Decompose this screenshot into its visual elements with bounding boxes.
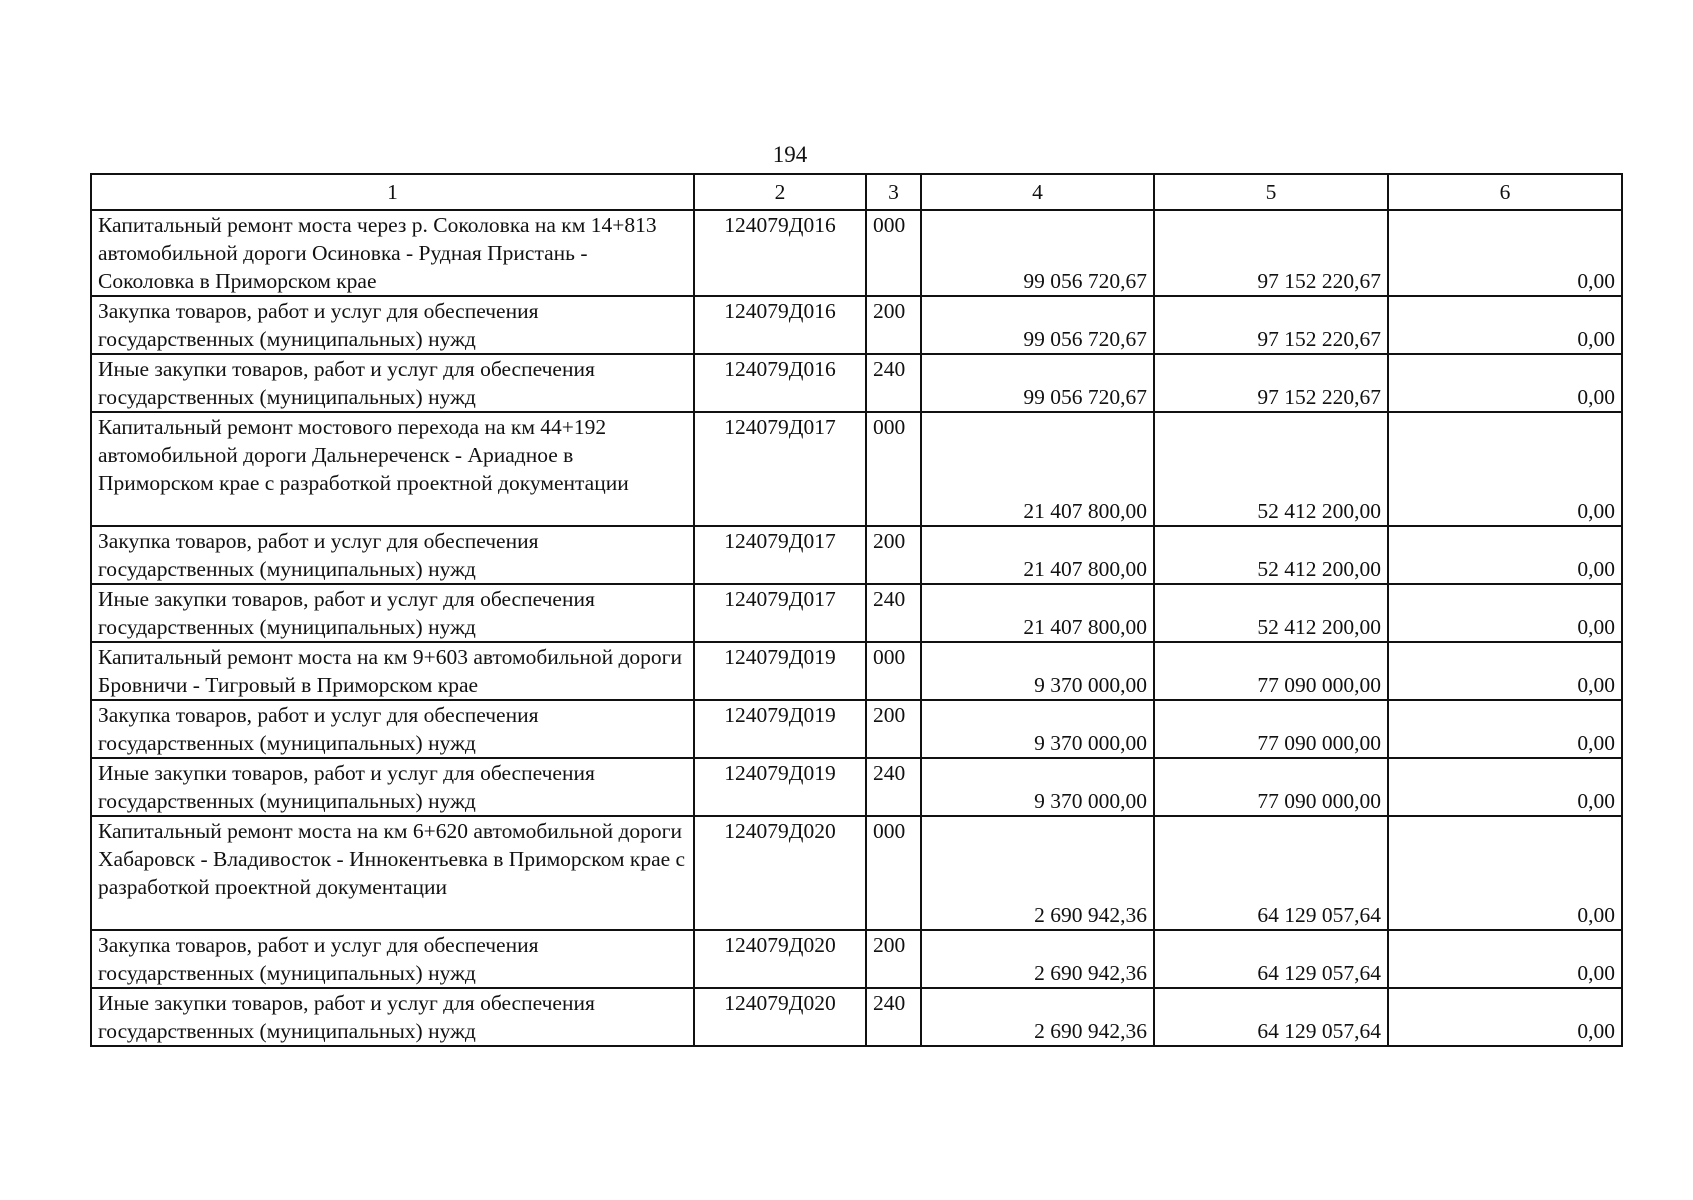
table-row [91, 930, 1622, 988]
amount-col6: 0,00 [1388, 758, 1622, 816]
target-code: 124079Д017 [694, 412, 866, 526]
table-row [91, 816, 1622, 930]
expense-type: 240 [866, 988, 921, 1046]
table-row [91, 584, 1622, 642]
amount-col6: 0,00 [1388, 296, 1622, 354]
amount-col5: 52 412 200,00 [1154, 584, 1388, 642]
amount-col4: 21 407 800,00 [921, 526, 1154, 584]
column-header: 5 [1154, 174, 1388, 210]
item-name: Капитальный ремонт моста на км 6+620 автомобильной дороги Хабаровск - Владивосток - Иннокентьевка в Приморском крае с разработкой проектной документации [91, 816, 694, 930]
amount-col4: 2 690 942,36 [921, 816, 1154, 930]
target-code: 124079Д017 [694, 526, 866, 584]
table-row [91, 354, 1622, 412]
amount-col6: 0,00 [1388, 412, 1622, 526]
expense-type: 200 [866, 930, 921, 988]
expense-type: 000 [866, 210, 921, 296]
amount-col4: 21 407 800,00 [921, 412, 1154, 526]
target-code: 124079Д019 [694, 700, 866, 758]
amount-col4: 9 370 000,00 [921, 700, 1154, 758]
amount-col5: 97 152 220,67 [1154, 296, 1388, 354]
table-header-row [91, 174, 1622, 210]
amount-col5: 64 129 057,64 [1154, 816, 1388, 930]
amount-col6: 0,00 [1388, 700, 1622, 758]
amount-col4: 99 056 720,67 [921, 210, 1154, 296]
amount-col4: 9 370 000,00 [921, 758, 1154, 816]
target-code: 124079Д020 [694, 816, 866, 930]
amount-col6: 0,00 [1388, 988, 1622, 1046]
table-row [91, 988, 1622, 1046]
amount-col5: 97 152 220,67 [1154, 210, 1388, 296]
column-header: 3 [866, 174, 921, 210]
expense-type: 200 [866, 296, 921, 354]
target-code: 124079Д017 [694, 584, 866, 642]
expense-type: 000 [866, 816, 921, 930]
item-name: Закупка товаров, работ и услуг для обеспечения государственных (муниципальных) нужд [91, 526, 694, 584]
amount-col5: 52 412 200,00 [1154, 526, 1388, 584]
amount-col5: 52 412 200,00 [1154, 412, 1388, 526]
amount-col6: 0,00 [1388, 354, 1622, 412]
item-name: Закупка товаров, работ и услуг для обеспечения государственных (муниципальных) нужд [91, 930, 694, 988]
amount-col5: 64 129 057,64 [1154, 988, 1388, 1046]
amount-col6: 0,00 [1388, 816, 1622, 930]
table-row [91, 526, 1622, 584]
amount-col6: 0,00 [1388, 584, 1622, 642]
amount-col6: 0,00 [1388, 642, 1622, 700]
target-code: 124079Д016 [694, 210, 866, 296]
amount-col6: 0,00 [1388, 930, 1622, 988]
expense-type: 000 [866, 412, 921, 526]
amount-col6: 0,00 [1388, 210, 1622, 296]
page-number: 194 [772, 142, 808, 167]
item-name: Капитальный ремонт моста через р. Соколовка на км 14+813 автомобильной дороги Осиновка - Рудная Пристань - Соколовка в Приморском крае [91, 210, 694, 296]
column-header: 4 [921, 174, 1154, 210]
item-name: Закупка товаров, работ и услуг для обеспечения государственных (муниципальных) нужд [91, 700, 694, 758]
amount-col5: 77 090 000,00 [1154, 700, 1388, 758]
amount-col4: 2 690 942,36 [921, 988, 1154, 1046]
column-header: 1 [91, 174, 694, 210]
table-row [91, 642, 1622, 700]
table-row [91, 296, 1622, 354]
amount-col5: 97 152 220,67 [1154, 354, 1388, 412]
expense-type: 240 [866, 354, 921, 412]
amount-col4: 99 056 720,67 [921, 296, 1154, 354]
target-code: 124079Д016 [694, 354, 866, 412]
amount-col4: 2 690 942,36 [921, 930, 1154, 988]
amount-col5: 64 129 057,64 [1154, 930, 1388, 988]
table-row [91, 700, 1622, 758]
table-row [91, 210, 1622, 296]
amount-col4: 99 056 720,67 [921, 354, 1154, 412]
amount-col4: 9 370 000,00 [921, 642, 1154, 700]
table-row [91, 758, 1622, 816]
item-name: Капитальный ремонт моста на км 9+603 автомобильной дороги Бровничи - Тигровый в Приморском крае [91, 642, 694, 700]
amount-col6: 0,00 [1388, 526, 1622, 584]
target-code: 124079Д016 [694, 296, 866, 354]
column-header: 6 [1388, 174, 1622, 210]
target-code: 124079Д020 [694, 930, 866, 988]
expense-type: 240 [866, 758, 921, 816]
target-code: 124079Д020 [694, 988, 866, 1046]
item-name: Капитальный ремонт мостового перехода на км 44+192 автомобильной дороги Дальнереченск - Ариадное в Приморском крае с разработкой проектной документации [91, 412, 694, 526]
amount-col5: 77 090 000,00 [1154, 642, 1388, 700]
amount-col5: 77 090 000,00 [1154, 758, 1388, 816]
column-header: 2 [694, 174, 866, 210]
item-name: Закупка товаров, работ и услуг для обеспечения государственных (муниципальных) нужд [91, 296, 694, 354]
amount-col4: 21 407 800,00 [921, 584, 1154, 642]
table-row [91, 412, 1622, 526]
expense-type: 200 [866, 526, 921, 584]
item-name: Иные закупки товаров, работ и услуг для обеспечения государственных (муниципальных) нужд [91, 584, 694, 642]
expense-type: 240 [866, 584, 921, 642]
budget-table [90, 173, 1623, 1047]
expense-type: 000 [866, 642, 921, 700]
target-code: 124079Д019 [694, 758, 866, 816]
target-code: 124079Д019 [694, 642, 866, 700]
expense-type: 200 [866, 700, 921, 758]
item-name: Иные закупки товаров, работ и услуг для обеспечения государственных (муниципальных) нужд [91, 758, 694, 816]
item-name: Иные закупки товаров, работ и услуг для обеспечения государственных (муниципальных) нужд [91, 988, 694, 1046]
item-name: Иные закупки товаров, работ и услуг для обеспечения государственных (муниципальных) нужд [91, 354, 694, 412]
